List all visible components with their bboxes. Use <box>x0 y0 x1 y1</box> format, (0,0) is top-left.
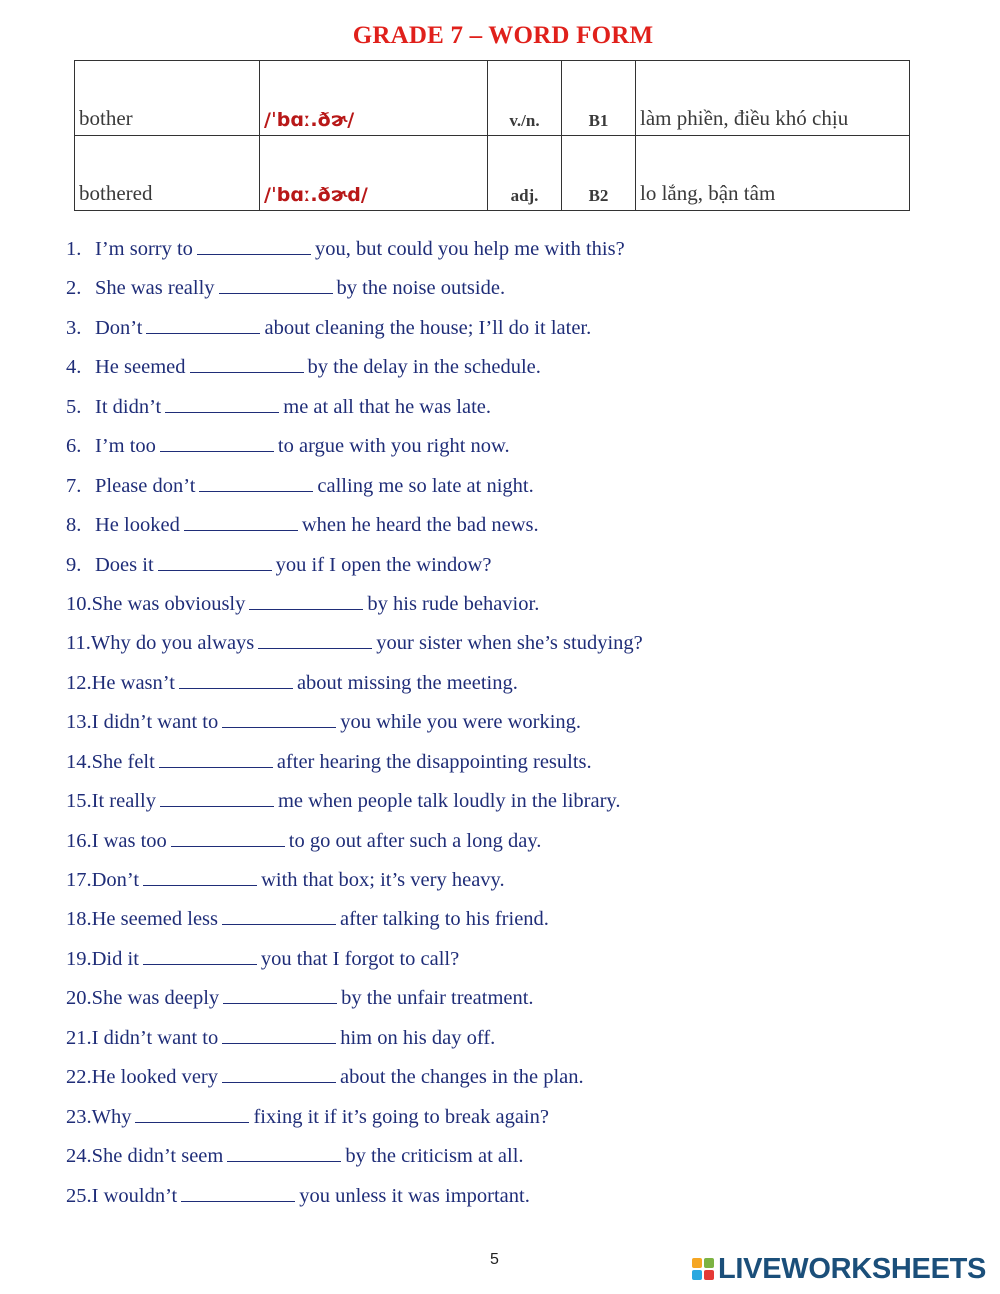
answer-blank[interactable] <box>143 871 257 886</box>
question-text-before: He seemed <box>95 356 186 379</box>
vocab-ipa: /ˈbɑː.ðɚd/ <box>260 136 488 211</box>
question-text-after: after hearing the disappointing results. <box>276 750 592 773</box>
answer-blank[interactable] <box>249 595 363 610</box>
question-number: 11. <box>66 632 91 655</box>
answer-blank[interactable] <box>179 674 293 689</box>
question-item <box>66 1177 966 1216</box>
question-text-before: She felt <box>91 750 155 773</box>
question-list <box>66 230 966 1216</box>
question-text-after: fixing it if it’s going to break again? <box>253 1105 549 1128</box>
question-item <box>66 822 966 861</box>
question-number: 3. <box>66 316 82 339</box>
question-item <box>66 624 966 663</box>
question-text-before: He wasn’t <box>91 671 175 694</box>
vocab-ipa: /ˈbɑː.ðɚ/ <box>260 61 488 136</box>
question-item <box>66 309 966 348</box>
question-number: 17. <box>66 869 92 891</box>
question-text-after: by the noise outside. <box>336 277 506 300</box>
answer-blank[interactable] <box>146 319 260 334</box>
answer-blank[interactable] <box>222 910 336 925</box>
question-text-before: She didn’t seem <box>91 1145 224 1168</box>
answer-blank[interactable] <box>222 713 336 728</box>
question-text-before: Please don’t <box>95 474 196 497</box>
question-text-before: He seemed less <box>91 908 218 931</box>
question-text-before: She was obviously <box>91 592 246 615</box>
question-text-after: by the delay in the schedule. <box>307 356 541 379</box>
question-number: 8. <box>66 514 82 537</box>
answer-blank[interactable] <box>160 437 274 452</box>
question-text-after: me at all that he was late. <box>283 395 492 418</box>
question-number: 21. <box>66 1026 92 1049</box>
question-text-after: your sister when she’s studying? <box>376 632 643 655</box>
question-number: 24. <box>66 1145 92 1168</box>
answer-blank[interactable] <box>165 398 279 413</box>
question-number: 20. <box>66 987 92 1010</box>
brand-name: LIVEWORKSHEETS <box>718 1252 987 1285</box>
question-number: 14. <box>66 750 92 773</box>
answer-blank[interactable] <box>158 556 272 571</box>
question-number: 16. <box>66 829 92 852</box>
question-number: 2. <box>66 277 82 300</box>
vocabulary-table <box>74 60 910 211</box>
answer-blank[interactable] <box>135 1108 249 1123</box>
question-text-after: by the unfair treatment. <box>341 987 534 1010</box>
answer-blank[interactable] <box>190 358 304 373</box>
question-item <box>66 940 966 979</box>
question-text-before: Why do you always <box>90 632 255 655</box>
question-text-after: to argue with you right now. <box>277 435 510 458</box>
question-text-after: you, but could you help me with this? <box>314 238 625 260</box>
question-item <box>66 664 966 703</box>
question-text-before: Why <box>91 1105 132 1128</box>
question-number: 10. <box>66 592 92 615</box>
question-number: 18. <box>66 908 92 931</box>
vocab-level: B2 <box>562 136 636 211</box>
question-item <box>66 269 966 308</box>
answer-blank[interactable] <box>222 1068 336 1083</box>
question-number: 1. <box>66 238 82 260</box>
question-text-after: about the changes in the plan. <box>340 1066 584 1089</box>
question-text-after: when he heard the bad news. <box>301 514 539 537</box>
question-number: 25. <box>66 1184 92 1207</box>
question-text-before: Don’t <box>95 316 143 339</box>
vocab-word: bothered <box>75 136 260 211</box>
question-text-before: I was too <box>91 829 167 852</box>
page-title: GRADE 7 – WORD FORM <box>352 22 654 49</box>
liveworksheets-logo[interactable] <box>692 1253 986 1285</box>
question-item <box>66 979 966 1018</box>
question-text-before: I didn’t want to <box>91 711 219 734</box>
question-item <box>66 506 966 545</box>
vocab-row <box>75 61 910 136</box>
question-number: 6. <box>66 435 82 458</box>
question-text-after: you unless it was important. <box>299 1184 530 1207</box>
question-item <box>66 1137 966 1176</box>
vocab-pos: adj. <box>488 136 562 211</box>
question-number: 19. <box>66 947 92 970</box>
question-text-before: It didn’t <box>95 395 162 418</box>
question-number: 9. <box>66 553 82 576</box>
answer-blank[interactable] <box>258 634 372 649</box>
answer-blank[interactable] <box>143 950 257 965</box>
question-text-after: me when people talk loudly in the library. <box>277 790 621 813</box>
question-text-before: He looked <box>95 514 180 537</box>
vocab-word: bother <box>75 61 260 136</box>
question-text-after: you that I forgot to call? <box>260 947 460 970</box>
question-text-after: you while you were working. <box>340 711 582 734</box>
question-text-before: I’m too <box>95 435 156 458</box>
question-item <box>66 585 966 624</box>
question-text-after: about cleaning the house; I’ll do it later. <box>264 316 592 339</box>
question-item <box>66 230 966 269</box>
question-text-before: It really <box>91 790 156 813</box>
logo-grid-icon <box>692 1258 714 1280</box>
vocab-meaning: làm phiền, điều khó chịu <box>636 61 910 136</box>
question-item <box>66 782 966 821</box>
question-number: 7. <box>66 474 82 497</box>
answer-blank[interactable] <box>184 516 298 531</box>
question-item <box>66 1019 966 1058</box>
answer-blank[interactable] <box>227 1147 341 1162</box>
question-item <box>66 546 966 585</box>
question-text-before: She was deeply <box>91 987 220 1010</box>
question-item <box>66 348 966 387</box>
question-text-after: calling me so late at night. <box>317 474 534 497</box>
question-number: 22. <box>66 1066 92 1089</box>
question-text-after: you if I open the window? <box>275 553 492 576</box>
question-text-after: by his rude behavior. <box>367 592 540 615</box>
question-text-before: I wouldn’t <box>91 1184 178 1207</box>
question-text-before: Don’t <box>91 869 140 891</box>
question-text-after: with that box; it’s very heavy. <box>261 869 505 891</box>
question-item <box>66 427 966 466</box>
question-text-after: to go out after such a long day. <box>288 829 542 852</box>
question-text-before: Did it <box>91 947 139 970</box>
question-text-before: She was really <box>95 277 215 300</box>
question-number: 4. <box>66 356 82 379</box>
question-number: 23. <box>66 1105 92 1128</box>
question-number: 5. <box>66 395 82 418</box>
question-item <box>66 388 966 427</box>
answer-blank[interactable] <box>199 477 313 492</box>
answer-blank[interactable] <box>181 1187 295 1202</box>
question-text-after: about missing the meeting. <box>296 671 518 694</box>
answer-blank[interactable] <box>171 832 285 847</box>
question-item <box>66 1098 966 1137</box>
question-item <box>66 861 966 900</box>
answer-blank[interactable] <box>222 1029 336 1044</box>
question-item <box>66 1058 966 1097</box>
question-item <box>66 743 966 782</box>
question-text-after: after talking to his friend. <box>340 908 549 931</box>
question-item <box>66 467 966 506</box>
question-number: 12. <box>66 671 92 694</box>
answer-blank[interactable] <box>159 753 273 768</box>
page-number: 5 <box>490 1251 499 1268</box>
question-text-before: I’m sorry to <box>95 238 193 260</box>
question-text-after: him on his day off. <box>340 1026 496 1049</box>
question-text-before: I didn’t want to <box>91 1026 219 1049</box>
question-item <box>66 900 966 939</box>
vocab-row <box>75 136 910 211</box>
question-text-after: by the criticism at all. <box>345 1145 524 1168</box>
vocab-level: B1 <box>562 61 636 136</box>
answer-blank[interactable] <box>160 792 274 807</box>
answer-blank[interactable] <box>219 279 333 294</box>
vocab-meaning: lo lắng, bận tâm <box>636 136 910 211</box>
question-text-before: He looked very <box>91 1066 218 1089</box>
vocab-pos: v./n. <box>488 61 562 136</box>
answer-blank[interactable] <box>197 240 311 255</box>
answer-blank[interactable] <box>223 989 337 1004</box>
question-number: 15. <box>66 790 92 813</box>
question-item <box>66 703 966 742</box>
question-text-before: Does it <box>95 553 154 576</box>
question-number: 13. <box>66 711 92 734</box>
